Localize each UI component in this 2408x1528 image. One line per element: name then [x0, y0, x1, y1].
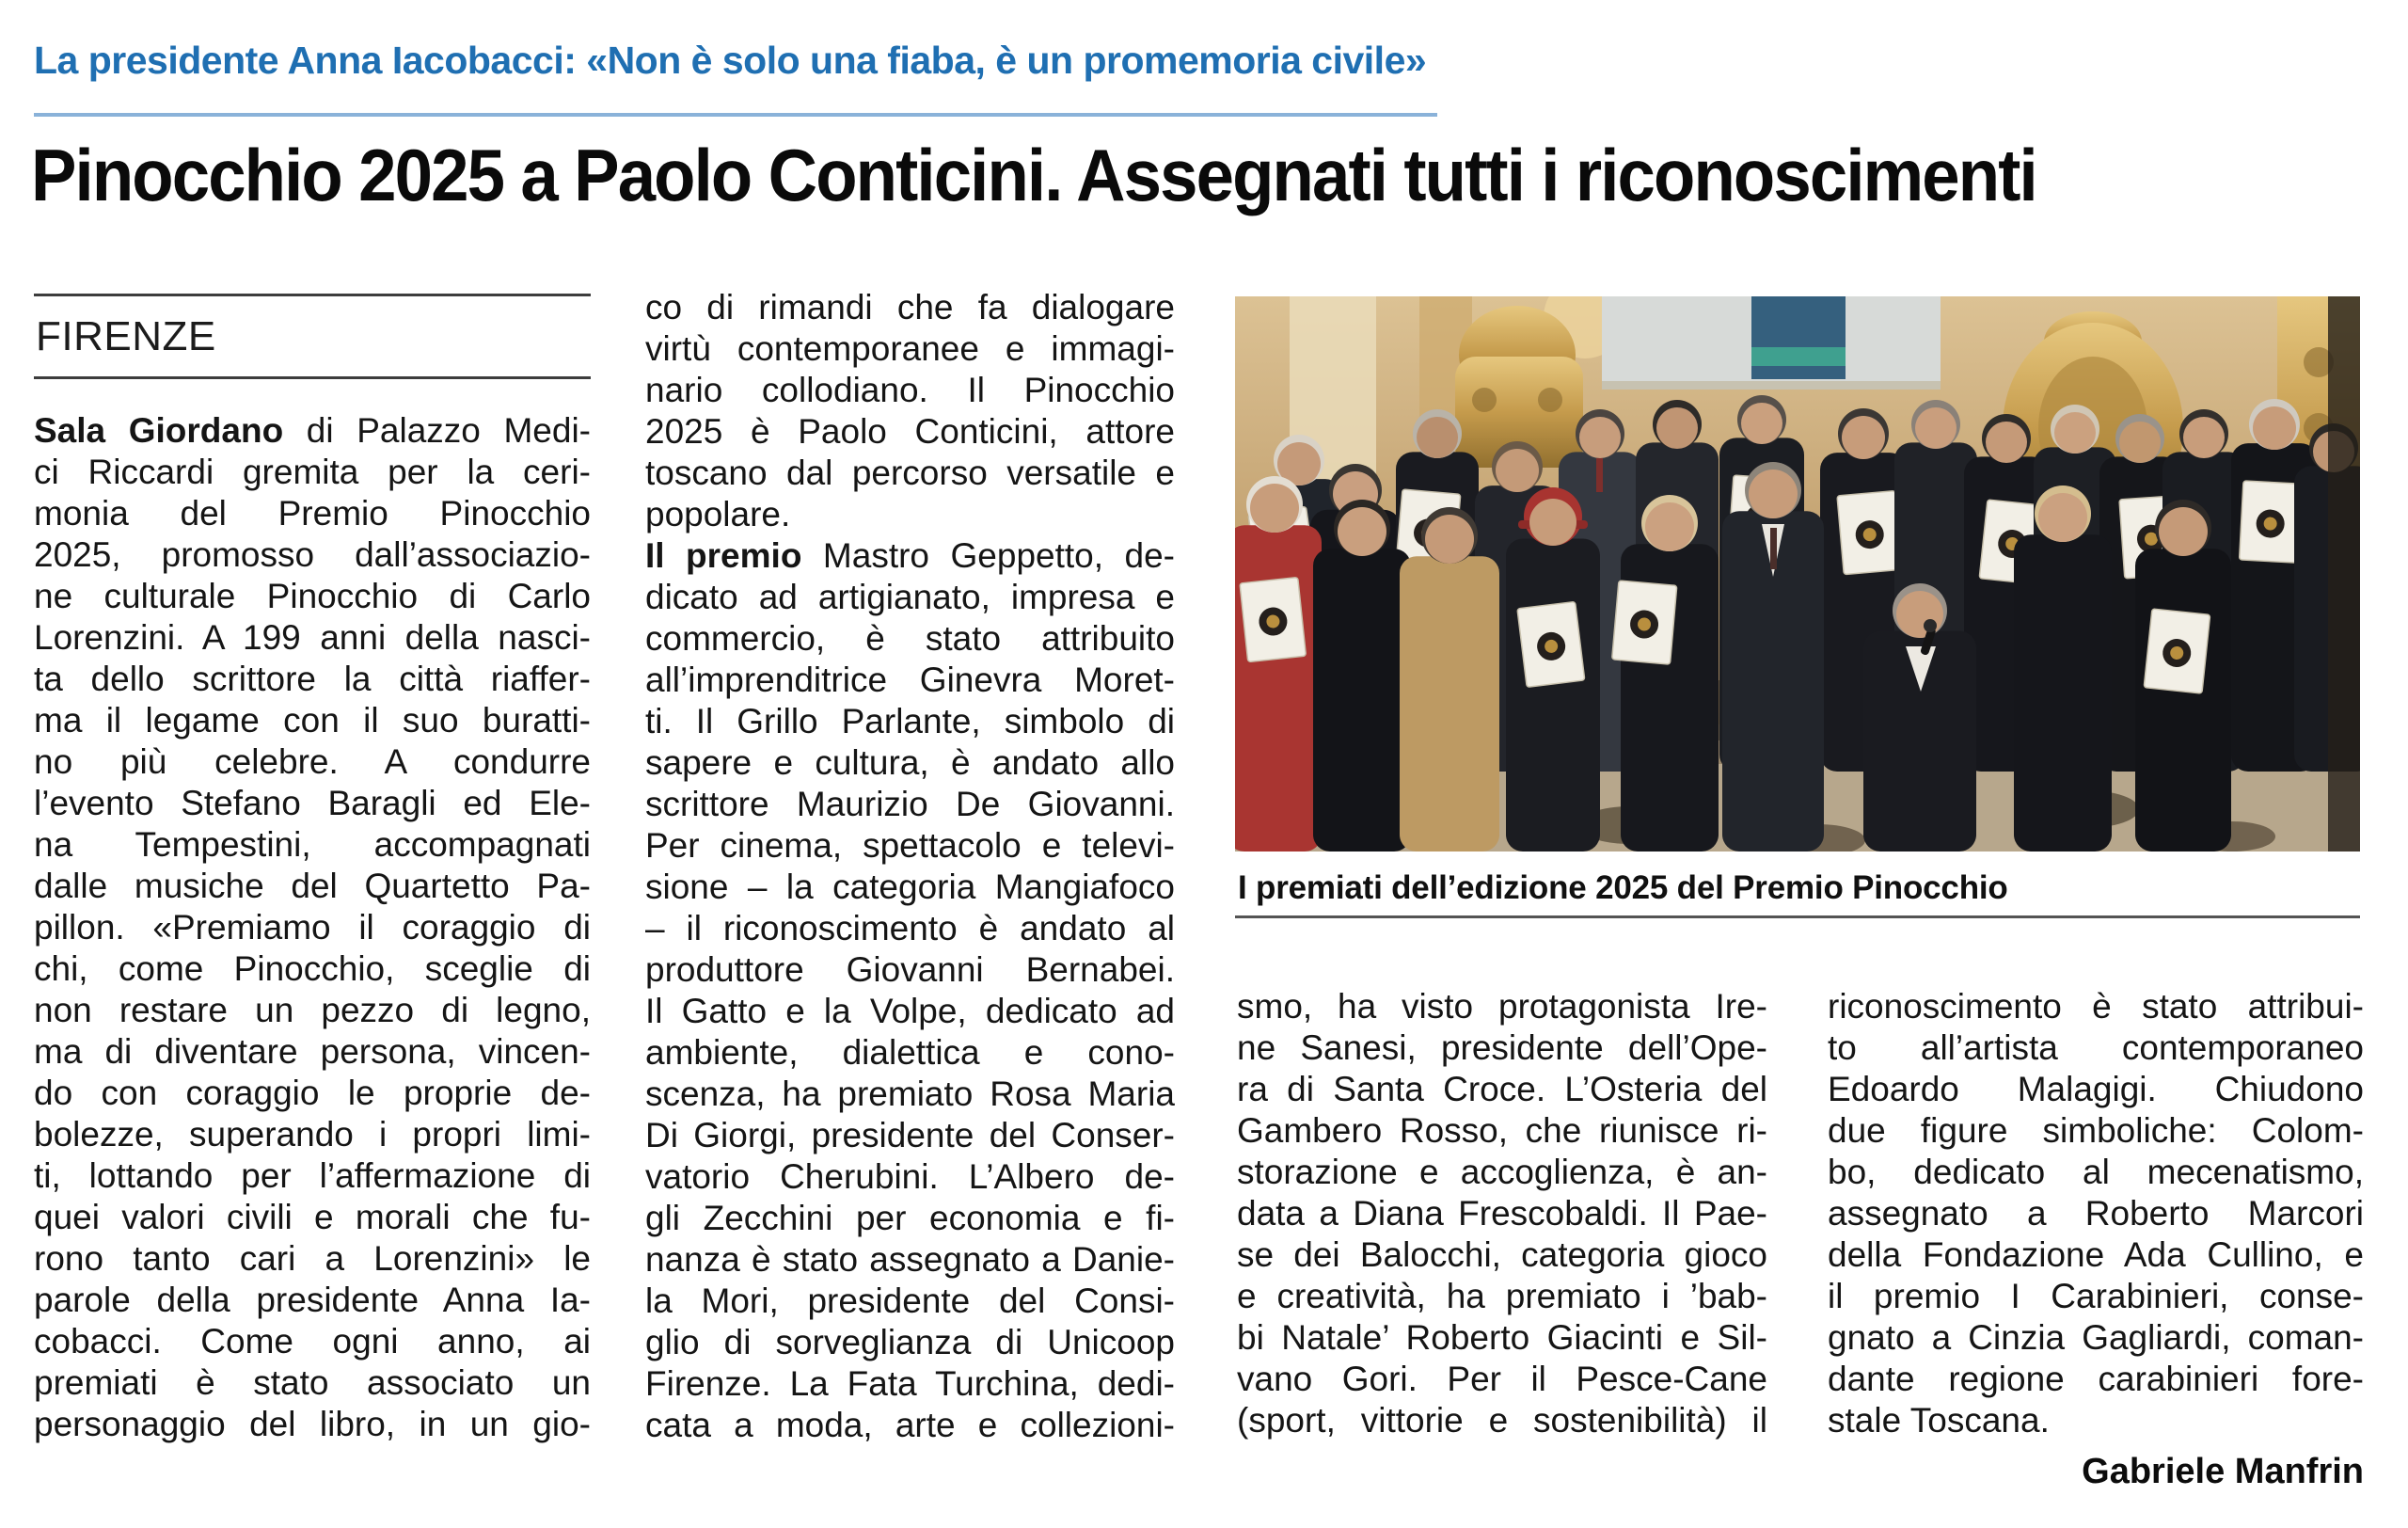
text-line: vano Gori. Per il Pesce-Cane	[1237, 1360, 1767, 1398]
text-line: virtù contemporanee e immagi-	[645, 329, 1175, 368]
column-2	[645, 287, 1175, 1446]
kicker-text: La presidente Anna Iacobacci: «Non è solo una fiaba, è un promemoria civile»	[34, 39, 1427, 82]
text-line: ma il legame con il suo buratti-	[34, 701, 591, 740]
column-2-text	[645, 287, 1175, 1446]
text-line: nanza è stato assegnato a Danie-	[645, 1240, 1175, 1279]
text-line: cobacci. Come ogni anno, ai	[34, 1322, 591, 1361]
text-line: to all’artista contemporaneo	[1828, 1028, 2364, 1067]
text-line: premiati è stato associato un	[34, 1363, 591, 1402]
text-line: pillon. «Premiamo il coraggio di	[34, 908, 591, 947]
text-line: ne culturale Pinocchio di Carlo	[34, 577, 591, 615]
column-3	[1237, 986, 1767, 1441]
text-line: co di rimandi che fa dialogare	[645, 288, 1175, 326]
text-line: Di Giorgi, presidente del Conser-	[645, 1116, 1175, 1154]
column-3-text	[1237, 986, 1767, 1441]
text-line: ta dello scrittore la città riaffer-	[34, 660, 591, 698]
section-rule-bottom	[34, 376, 591, 379]
text-line: – il riconoscimento è andato al	[645, 909, 1175, 947]
text-line: Per cinema, spettacolo e televi-	[645, 826, 1175, 865]
text-line: non restare un pezzo di legno,	[34, 991, 591, 1029]
text-line: 2025, promosso dall’associazio-	[34, 535, 591, 574]
text-line: personaggio del libro, in un gio-	[34, 1405, 591, 1443]
text-line: dicato ad artigianato, impresa e	[645, 578, 1175, 616]
text-line: Firenze. La Fata Turchina, dedi-	[645, 1364, 1175, 1403]
text-line: Il premio Mastro Geppetto, de-	[645, 536, 1175, 575]
column-1	[34, 282, 591, 1445]
text-line: rono tanto cari a Lorenzini» le	[34, 1239, 591, 1278]
text-line: sapere e cultura, è andato allo	[645, 743, 1175, 782]
text-line: nario collodiano. Il Pinocchio	[645, 371, 1175, 409]
photo-caption: I premiati dell’edizione 2025 del Premio Pinocchio	[1238, 869, 2008, 906]
text-line: gnato a Cinzia Gagliardi, coman-	[1828, 1318, 2364, 1357]
column-4	[1828, 986, 2364, 1492]
text-line: smo, ha visto protagonista Ire-	[1237, 987, 1767, 1026]
text-line: riconoscimento è stato attribui-	[1828, 987, 2364, 1026]
text-line: Lorenzini. A 199 anni della nasci-	[34, 618, 591, 657]
text-line: ma di diventare persona, vincen-	[34, 1032, 591, 1071]
caption-rule	[1235, 915, 2360, 918]
text-line: l’evento Stefano Baragli ed Ele-	[34, 784, 591, 822]
headline: Pinocchio 2025 a Paolo Conticini. Assegnati tutti i riconoscimenti	[31, 134, 2036, 216]
text-line: bi Natale’ Roberto Giacinti e Sil-	[1237, 1318, 1767, 1357]
article-photo	[1235, 296, 2360, 852]
text-line: il premio I Carabinieri, conse-	[1828, 1277, 2364, 1315]
text-line: gli Zecchini per economia e fi-	[645, 1199, 1175, 1237]
text-line: data a Diana Frescobaldi. Il Pae-	[1237, 1194, 1767, 1233]
text-line: se dei Balocchi, categoria gioco	[1237, 1235, 1767, 1274]
text-line: Sala Giordano di Palazzo Medi-	[34, 411, 591, 450]
author-byline: Gabriele Manfrin	[2082, 1452, 2364, 1491]
section-label: FIRENZE	[36, 313, 216, 359]
text-line: sione – la categoria Mangiafoco	[645, 867, 1175, 906]
text-line: quei valori civili e morali che fu-	[34, 1198, 591, 1236]
kicker	[34, 40, 1437, 117]
text-line: assegnato a Roberto Marcori	[1828, 1194, 2364, 1233]
text-line: ne Sanesi, presidente dell’Ope-	[1237, 1028, 1767, 1067]
text-line: no più celebre. A condurre	[34, 742, 591, 781]
column-1-text	[34, 410, 591, 1445]
text-line: ra di Santa Croce. L’Osteria del	[1237, 1070, 1767, 1108]
text-line: ambiente, dialettica e cono-	[645, 1033, 1175, 1072]
text-line: dante regione carabinieri fore-	[1828, 1360, 2364, 1398]
text-line: bo, dedicato al mecenatismo,	[1828, 1153, 2364, 1191]
text-line: all’imprenditrice Ginevra Moret-	[645, 661, 1175, 699]
text-line: e creatività, ha premiato i ’bab-	[1237, 1277, 1767, 1315]
text-line: Gambero Rosso, che riunisce ri-	[1237, 1111, 1767, 1150]
text-line: ti. Il Grillo Parlante, simbolo di	[645, 702, 1175, 740]
text-line: scenza, ha premiato Rosa Maria	[645, 1074, 1175, 1113]
text-line: popolare.	[645, 495, 791, 533]
text-line: bolezze, superando i propri limi-	[34, 1115, 591, 1154]
text-line: Edoardo Malagigi. Chiudono	[1828, 1070, 2364, 1108]
text-line: 2025 è Paolo Conticini, attore	[645, 412, 1175, 451]
text-line: commercio, è stato attribuito	[645, 619, 1175, 658]
text-line: storazione e accoglienza, è an-	[1237, 1153, 1767, 1191]
text-line: chi, come Pinocchio, sceglie di	[34, 949, 591, 988]
photo-people-group	[1235, 395, 2360, 852]
text-line: Il Gatto e la Volpe, dedicato ad	[645, 992, 1175, 1030]
photo-illustration	[1235, 296, 2360, 852]
text-line: stale Toscana.	[1828, 1401, 2050, 1440]
column-4-text	[1828, 986, 2364, 1441]
text-line: parole della presidente Anna Ia-	[34, 1281, 591, 1319]
text-line: (sport, vittorie e sostenibilità) il	[1237, 1401, 1767, 1440]
text-line: glio di sorveglianza di Unicoop	[645, 1323, 1175, 1361]
text-line: scrittore Maurizio De Giovanni.	[645, 785, 1175, 823]
text-line: dalle musiche del Quartetto Pa-	[34, 867, 591, 905]
text-line: produttore Giovanni Bernabei.	[645, 950, 1175, 989]
text-line: della Fondazione Ada Cullino, e	[1828, 1235, 2364, 1274]
text-line: due figure simboliche: Colom-	[1828, 1111, 2364, 1150]
text-line: do con coraggio le proprie de-	[34, 1074, 591, 1112]
text-line: la Mori, presidente del Consi-	[645, 1281, 1175, 1320]
text-line: monia del Premio Pinocchio	[34, 494, 591, 533]
text-line: ci Riccardi gremita per la ceri-	[34, 453, 591, 491]
text-line: cata a moda, arte e collezioni-	[645, 1406, 1175, 1444]
text-line: ti, lottando per l’affermazione di	[34, 1156, 591, 1195]
text-line: vatorio Cherubini. L’Albero de-	[645, 1157, 1175, 1196]
text-line: na Tempestini, accompagnati	[34, 825, 591, 864]
text-line: toscano dal percorso versatile e	[645, 454, 1175, 492]
